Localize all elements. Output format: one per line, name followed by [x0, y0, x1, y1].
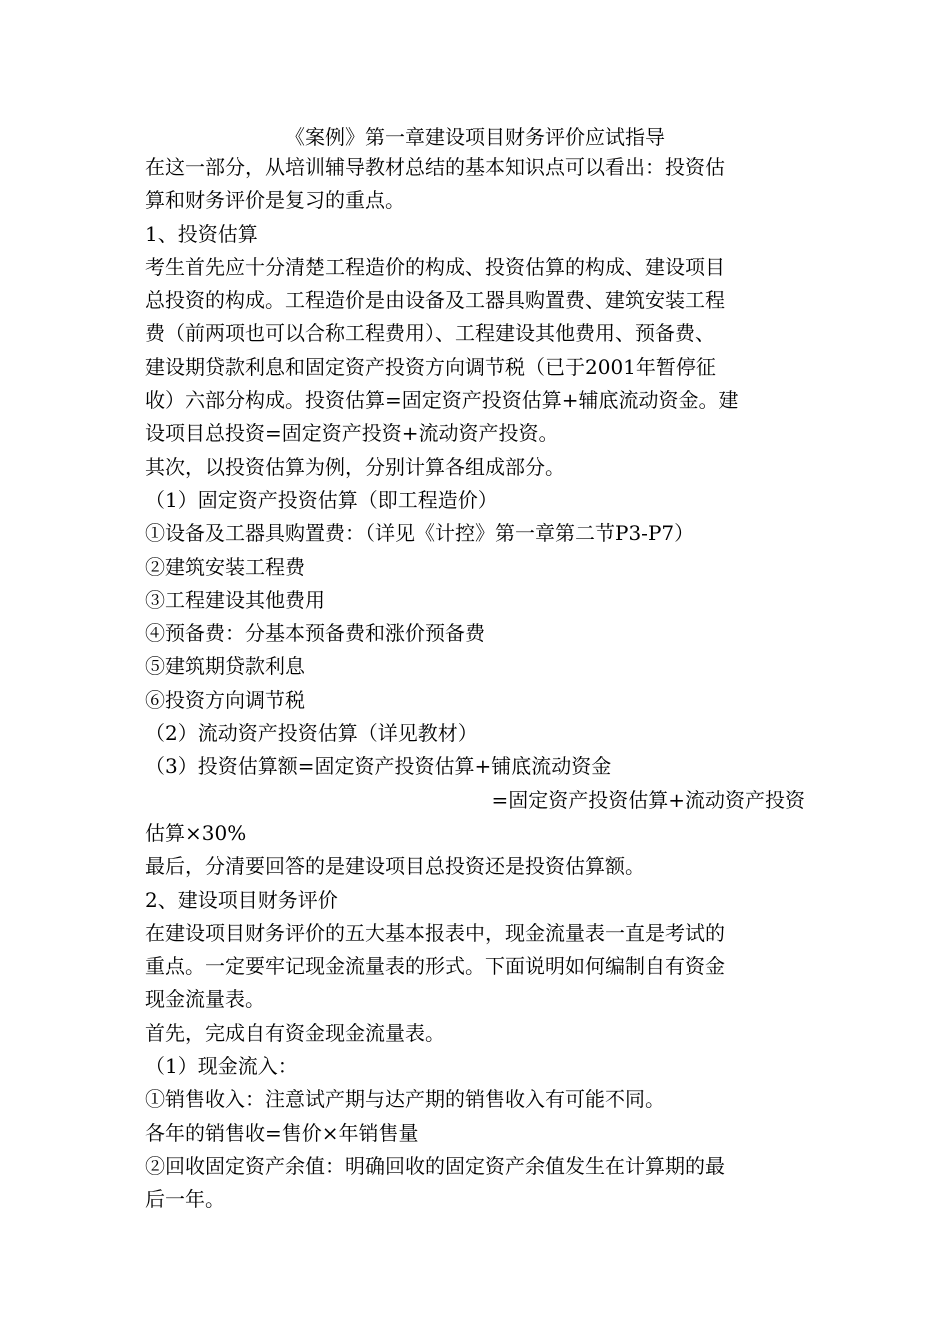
list-item: （1）现金流入： — [145, 1054, 298, 1079]
paragraph-line: 其次，以投资估算为例，分别计算各组成部分。 — [145, 454, 565, 479]
document-title: 《案例》第一章建设项目财务评价应试指导 — [285, 125, 665, 149]
paragraph-line: 在建设项目财务评价的五大基本报表中，现金流量表一直是考试的 — [145, 920, 725, 945]
list-item: ⑥投资方向调节税 — [145, 687, 305, 712]
paragraph-line: 首先，完成自有资金现金流量表。 — [145, 1020, 445, 1045]
list-item: ①设备及工器具购置费：（详见《计控》第一章第二节P3-P7） — [145, 521, 695, 546]
paragraph-line: 总投资的构成。工程造价是由设备及工器具购置费、建筑安装工程 — [145, 288, 725, 313]
list-item: ⑤建筑期贷款利息 — [145, 654, 305, 679]
paragraph-line: 算和财务评价是复习的重点。 — [145, 188, 405, 213]
paragraph-line: 在这一部分，从培训辅导教材总结的基本知识点可以看出：投资估 — [145, 155, 725, 179]
list-item: ③工程建设其他费用 — [145, 587, 325, 612]
document-body — [145, 151, 805, 1217]
paragraph-line: 各年的销售收=售价×年销售量 — [145, 1120, 419, 1145]
list-item: （3）投资估算额=固定资产投资估算+铺底流动资金 — [145, 754, 612, 779]
paragraph-line: 费（前两项也可以合称工程费用）、工程建设其他费用、预备费、 — [145, 321, 715, 346]
list-item: （2）流动资产投资估算（详见教材） — [145, 721, 478, 746]
paragraph-line: 建设期贷款利息和固定资产投资方向调节税（已于2001年暂停征 — [145, 354, 716, 379]
paragraph-line: 现金流量表。 — [145, 987, 265, 1012]
paragraph-line: 考生首先应十分清楚工程造价的构成、投资估算的构成、建设项目 — [145, 254, 725, 279]
paragraph-line: 收）六部分构成。投资估算=固定资产投资估算+辅底流动资金。建 — [145, 388, 739, 413]
list-item: ②回收固定资产余值：明确回收的固定资产余值发生在计算期的最 — [145, 1153, 725, 1178]
paragraph-line: 后一年。 — [145, 1187, 225, 1212]
list-item: ①销售收入：注意试产期与达产期的销售收入有可能不同。 — [145, 1087, 665, 1112]
list-item: ②建筑安装工程费 — [145, 554, 305, 579]
paragraph-line: 估算×30% — [145, 820, 247, 845]
section-heading: 1、投资估算 — [145, 221, 258, 246]
paragraph-line: 最后，分清要回答的是建设项目总投资还是投资估算额。 — [145, 854, 645, 879]
paragraph-line: 设项目总投资=固定资产投资+流动资产投资。 — [145, 421, 559, 446]
list-item: （1）固定资产投资估算（即工程造价） — [145, 487, 498, 512]
paragraph-line: 重点。一定要牢记现金流量表的形式。下面说明如何编制自有资金 — [145, 954, 725, 979]
formula-continuation: =固定资产投资估算+流动资产投资 — [491, 787, 805, 812]
list-item: ④预备费：分基本预备费和涨价预备费 — [145, 621, 485, 646]
section-heading: 2、建设项目财务评价 — [145, 887, 338, 912]
